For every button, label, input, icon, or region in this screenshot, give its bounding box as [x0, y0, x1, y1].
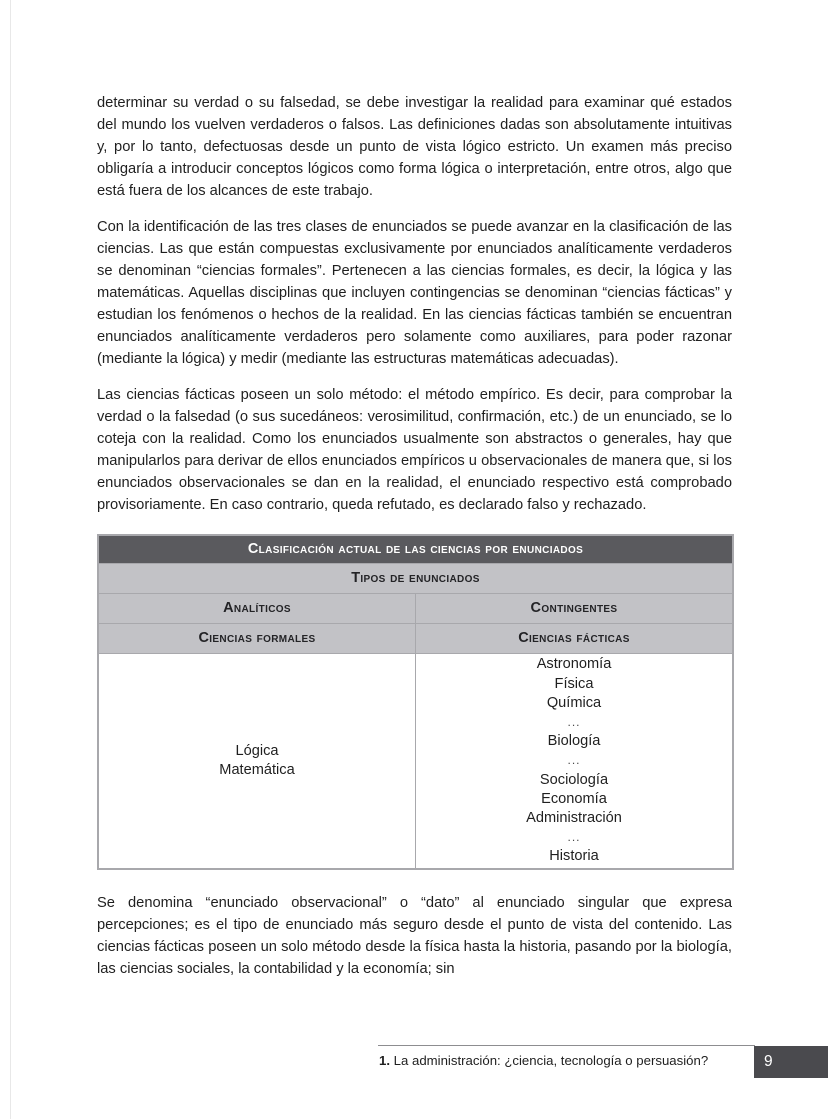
- footer-chapter-label: [379, 1051, 708, 1071]
- table-row-subtitle: [99, 564, 733, 594]
- list-item: Biología: [547, 733, 601, 750]
- footer-chapter-number: 1.: [379, 1053, 390, 1068]
- paragraph-4: Se denomina “enunciado observacional” o “dato” al enunciado singular que expresa percepciones; es el tipo de enunciado más seguro desde el punto de vista del contenido. Las ciencias fácticas poseen un solo método desde la física hasta la historia, pasando por la biología, las ciencias sociales, la contabilidad y la economía; sin: [97, 895, 732, 977]
- list-item: Economía: [541, 790, 607, 807]
- list-item: Astronomía: [536, 656, 612, 673]
- page-content: [97, 0, 732, 980]
- list-item: Sociología: [539, 771, 609, 788]
- list-item: Física: [554, 675, 594, 692]
- list-item-ellipsis: ...: [567, 753, 581, 768]
- column-header-contingentes: Contingentes: [416, 594, 733, 624]
- list-item: Química: [546, 694, 602, 711]
- paragraph-1: determinar su verdad o su falsedad, se debe investigar la realidad para examinar qué estados del mundo los vuelven verdaderos o falsos. Las definiciones dadas son absolutamente intuitivas y, por lo tanto, defectuosas desde un punto de vista lógico estricto. Un examen más preciso obligaría a introducir conceptos lógicos como forma lógica o interpretación, entre otros, algo que está fuera de los alcances de este trabajo.: [97, 95, 732, 199]
- footer-divider: [378, 1045, 755, 1046]
- list-item: Administración: [526, 810, 622, 826]
- table-title-cell: Clasificación actual de las ciencias por enunciados: [99, 536, 733, 564]
- list-item-ellipsis: ...: [567, 830, 581, 845]
- page-edge-rule: [10, 0, 11, 1119]
- table-row-body: [99, 654, 733, 869]
- list-item: Historia: [549, 848, 599, 865]
- footer-chapter-title: La administración: ¿ciencia, tecnología o persuasión?: [393, 1053, 709, 1068]
- column-subheader-ciencias-facticas: Ciencias fácticas: [416, 624, 733, 654]
- page-number: 9: [764, 1053, 773, 1070]
- classification-table: [97, 534, 734, 870]
- cell-ciencias-formales-list: [99, 654, 416, 869]
- table-row-column-headers: [99, 594, 733, 624]
- column-subheader-ciencias-formales: Ciencias formales: [99, 624, 416, 654]
- list-item-ellipsis: ...: [567, 714, 581, 729]
- list-item: Matemática: [219, 762, 295, 778]
- cell-ciencias-facticas-list: [416, 654, 733, 869]
- page-number-badge: [754, 1046, 828, 1078]
- list-item: Lógica: [235, 742, 279, 759]
- paragraph-2: Con la identificación de las tres clases de enunciados se puede avanzar en la clasificación de las ciencias. Las que están compuestas exclusivamente por enunciados analíticamente verdaderos se denominan “ciencias formales”. Pertenecen a las ciencias formales, es decir, la lógica y las matemáticas. Aquellas disciplinas que incluyen contingencias se denominan “ciencias fácticas” y estudian los fenómenos o hechos de la realidad. En las ciencias fácticas también se encuentran enunciados analíticamente verdaderos pero solamente como auxiliares, para poder razonar (mediante la lógica) y medir (mediante las estructuras matemáticas adecuadas).: [97, 219, 732, 367]
- table-subtitle-cell: Tipos de enunciados: [99, 564, 733, 594]
- paragraph-3: Las ciencias fácticas poseen un solo método: el método empírico. Es decir, para comprobar la verdad o la falsedad (o sus sucedáneos: verosimilitud, confirmación, etc.) de un enunciado, se lo coteja con la realidad. Como los enunciados usualmente son abstractos o generales, hay que manipularlos para derivar de ellos enunciados empíricos u observacionales de manera que, si los enunciados observacionales se dan en la realidad, el enunciado respectivo está comprobado provisoriamente. En caso contrario, queda refutado, es declarado falso y rechazado.: [97, 387, 732, 513]
- table-row-title: [99, 536, 733, 564]
- column-header-analiticos: Analíticos: [99, 594, 416, 624]
- page-footer: [0, 1040, 828, 1119]
- table-row-column-subheaders: [99, 624, 733, 654]
